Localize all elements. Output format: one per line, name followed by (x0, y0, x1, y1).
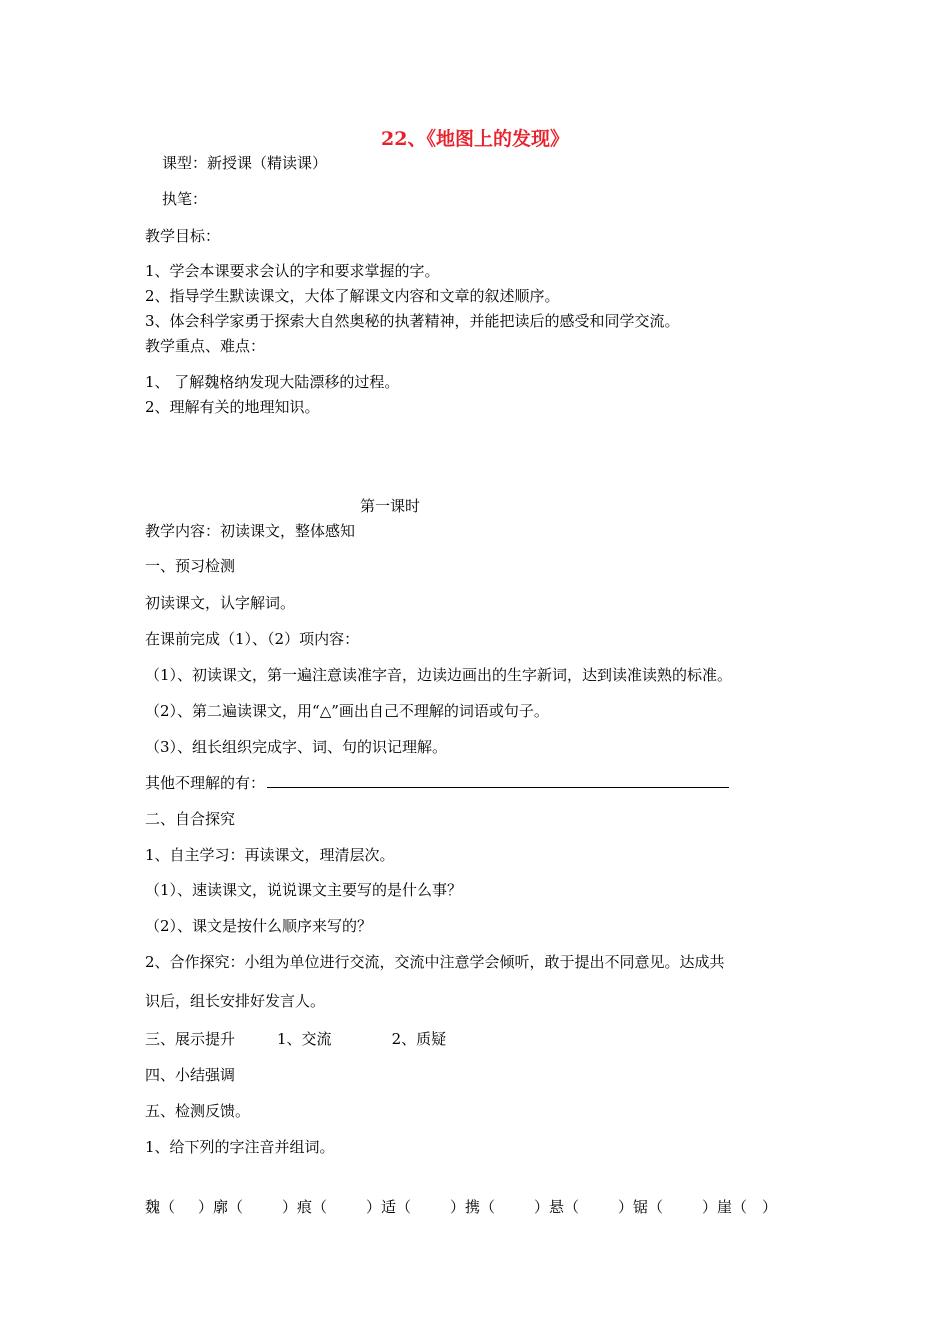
section3-heading: 三、展示提升 (145, 1030, 236, 1048)
section1-item: （3）、组长组织完成字、词、句的识记理解。 (145, 738, 448, 756)
period-content: 教学内容：初读课文，整体感知 (145, 522, 356, 540)
question-item: （2）、课文是按什么顺序来写的？ (145, 917, 373, 935)
char-blank[interactable]: 魏（ (145, 1198, 176, 1216)
char-blank[interactable]: ）锯（ (618, 1198, 664, 1216)
section4-heading: 四、小结强调 (145, 1066, 236, 1084)
document-title: 22、《地图上的发现》 (381, 128, 569, 150)
period-heading: 第一课时 (360, 497, 421, 515)
section1-item: （2）、第二遍读课文，用“△”画出自己不理解的词语或句子。 (145, 702, 549, 720)
section2-heading: 二、自合探究 (145, 810, 236, 828)
goal-item: 1、学会本课要求会认的字和要求掌握的字。 (145, 262, 440, 280)
char-blank[interactable]: ）痕（ (282, 1198, 328, 1216)
author-label: 执笔： (162, 190, 208, 208)
coop-line: 识后，组长安排好发言人。 (145, 992, 326, 1010)
key-point-item: 1、 了解魏格纳发现大陆漂移的过程。 (145, 373, 400, 391)
char-blank[interactable]: ）悬（ (534, 1198, 580, 1216)
section1-heading: 一、预习检测 (145, 557, 236, 575)
other-unclear-row (145, 773, 729, 793)
section1-task: 在课前完成（1）、（2）项内容： (145, 630, 360, 648)
question-item: （1）、速读课文，说说课文主要写的是什么事？ (145, 881, 463, 899)
coop-line: 2、合作探究：小组为单位进行交流，交流中注意学会倾听，敢于提出不同意见。达成共 (145, 953, 725, 971)
section3-item: 2、质疑 (391, 1030, 447, 1048)
char-blank[interactable]: ）廓（ (198, 1198, 244, 1216)
char-blank[interactable]: ）携（ (450, 1198, 496, 1216)
char-blank[interactable]: ）崖（ (702, 1198, 748, 1216)
goal-item: 2、指导学生默读课文，大体了解课文内容和文章的叙述顺序。 (145, 287, 560, 305)
char-blank-end: ） (762, 1198, 778, 1216)
other-unclear-label: 其他不理解的有： (145, 774, 266, 792)
section1-item: （1）、初读课文，第一遍注意读准字音，边读边画出的生字新词，达到读准读熟的标准。 (145, 666, 733, 684)
answer-blank-line[interactable] (267, 773, 729, 788)
goal-item: 3、体会科学家勇于探索大自然奥秘的执著精神，并能把读后的感受和同学交流。 (145, 312, 680, 330)
char-blank[interactable]: ）适（ (366, 1198, 412, 1216)
key-points-heading: 教学重点、难点： (145, 337, 266, 355)
lesson-type: 课型：新授课（精读课） (162, 154, 328, 172)
self-study-item: 1、自主学习：再读课文，理清层次。 (145, 846, 395, 864)
section3-item: 1、交流 (277, 1030, 332, 1048)
section5-heading: 五、检测反馈。 (145, 1102, 251, 1120)
section3-row (145, 1029, 446, 1049)
key-point-item: 2、理解有关的地理知识。 (145, 398, 320, 416)
section5-task: 1、给下列的字注音并组词。 (145, 1138, 335, 1156)
section1-intro: 初读课文，认字解词。 (145, 594, 296, 612)
goals-heading: 教学目标： (145, 227, 221, 245)
char-exercise-row (145, 1197, 777, 1217)
